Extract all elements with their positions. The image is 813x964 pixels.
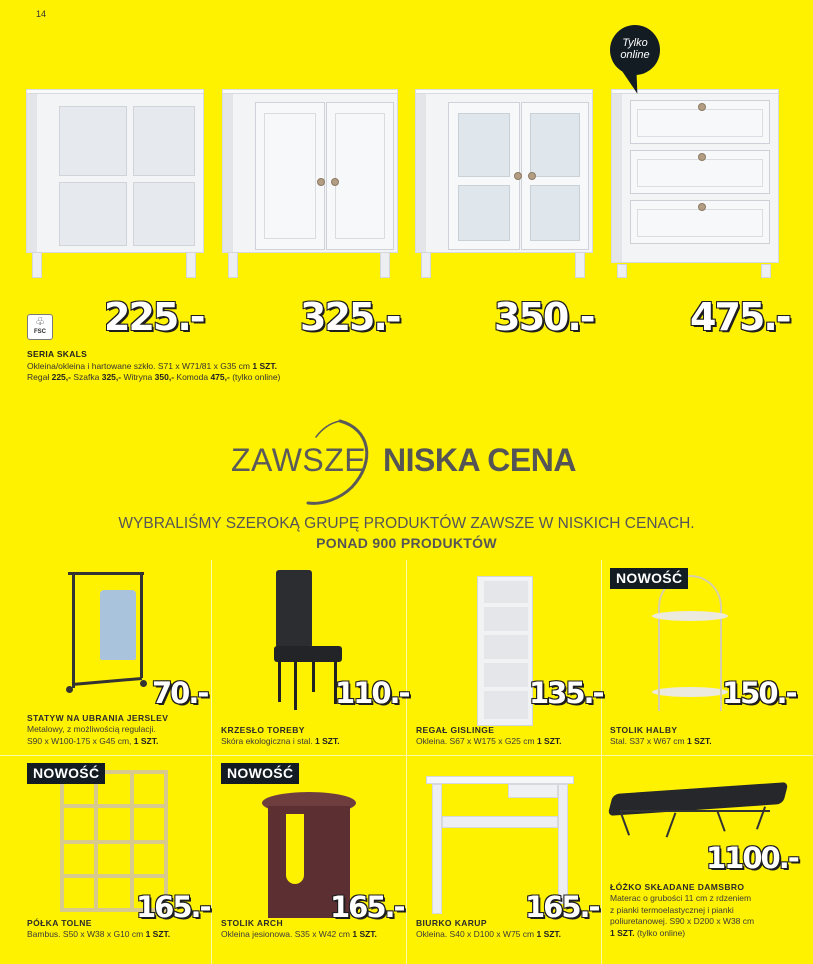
bubble-line1: Tylko	[622, 37, 648, 49]
product-desc-gislinge: Okleina. S67 x W175 x G25 cm 1 SZT.	[416, 736, 562, 746]
price-arch: 165.-	[330, 890, 404, 924]
product-image-komoda-skals[interactable]	[611, 93, 779, 278]
product-image-damsbro[interactable]	[610, 780, 790, 840]
price-toreby: 110.-	[335, 676, 409, 710]
product-desc-damsbro: Materac o grubości 11 cm z rdzeniem z pianki termoelastycznej i pianki poliuretanowej. S90 x D200 x W38 cm 1 SZT. (tylko online)	[610, 893, 755, 938]
badge-new-arch: NOWOŚĆ	[221, 763, 299, 784]
product-name-arch: STOLIK ARCH	[221, 918, 284, 928]
product-image-jerslev[interactable]	[60, 568, 160, 698]
product-desc-halby: Stal. S37 x W67 cm 1 SZT.	[610, 736, 712, 746]
page-number: 14	[36, 9, 47, 19]
promo-headline: WYBRALIŚMY SZEROKĄ GRUPĘ PRODUKTÓW ZAWSZE W NISKICH CENACH.	[118, 515, 695, 532]
series-title: SERIA SKALS	[27, 349, 88, 359]
badge-new-tolne: NOWOŚĆ	[27, 763, 105, 784]
product-image-halby[interactable]	[652, 575, 728, 715]
badge-new-halby: NOWOŚĆ	[610, 568, 688, 589]
logo-always: ZAWSZE	[231, 442, 367, 478]
product-desc-karup: Okleina. S40 x D100 x W75 cm 1 SZT.	[416, 929, 562, 939]
price-tolne: 165.-	[136, 890, 210, 924]
product-name-toreby: KRZESŁO TOREBY	[221, 725, 305, 735]
grid-divider	[601, 560, 602, 964]
bubble-line2: online	[620, 49, 650, 61]
price-gislinge: 135.-	[529, 676, 603, 710]
grid-divider	[0, 755, 813, 756]
product-desc-arch: Okleina jesionowa. S35 x W42 cm 1 SZT.	[221, 929, 377, 939]
product-name-karup: BIURKO KARUP	[416, 918, 487, 928]
product-image-regal-skals[interactable]	[26, 93, 204, 278]
series-description	[27, 349, 280, 384]
product-name-halby: STOLIK HALBY	[610, 725, 678, 735]
product-image-witryna-skals[interactable]	[415, 93, 593, 278]
product-image-gislinge[interactable]	[477, 576, 533, 726]
product-name-damsbro: ŁÓŻKO SKŁADANE DAMSBRO	[610, 882, 745, 892]
product-desc-toreby: Skóra ekologiczna i stal. 1 SZT.	[221, 736, 340, 746]
price-witryna: 350.-	[494, 295, 594, 339]
product-image-szafka-skals[interactable]	[222, 93, 398, 278]
product-name-tolne: PÓŁKA TOLNE	[27, 918, 92, 928]
price-szafka: 325.-	[300, 295, 400, 339]
price-regal: 225.-	[104, 295, 204, 339]
tree-icon: ♧	[35, 316, 45, 328]
series-desc-line1: Okleina/okleina i hartowane szkło. S71 x W71/81 x G35 cm 1 SZT.	[27, 360, 277, 371]
fsc-label: FSC	[34, 329, 46, 335]
product-desc-tolne: Bambus. S50 x W38 x G10 cm 1 SZT.	[27, 929, 171, 939]
logo-low-price: NISKA CENA	[383, 442, 576, 478]
promo-subheadline: PONAD 900 PRODUKTÓW	[316, 535, 497, 551]
product-desc-jerslev: Metalowy, z możliwością regulacji. S90 x W100-175 x G45 cm, 1 SZT.	[27, 724, 159, 746]
price-komoda: 475.-	[690, 295, 790, 339]
product-image-toreby[interactable]	[272, 570, 342, 710]
product-name-jerslev: STATYW NA UBRANIA JERSLEV	[27, 713, 169, 723]
price-karup: 165.-	[525, 890, 599, 924]
product-name-gislinge: REGAŁ GISLINGE	[416, 725, 495, 735]
online-only-bubble	[610, 25, 660, 75]
grid-divider	[211, 560, 212, 964]
price-halby: 150.-	[722, 676, 796, 710]
price-jerslev: 70.-	[152, 676, 208, 710]
price-damsbro: 1100.-	[706, 841, 798, 875]
series-price-list: Regał 225,- Szafka 325,- Witryna 350,- Komoda 475,- (tylko online)	[27, 372, 281, 382]
fsc-logo	[27, 314, 53, 340]
grid-divider	[406, 560, 407, 964]
